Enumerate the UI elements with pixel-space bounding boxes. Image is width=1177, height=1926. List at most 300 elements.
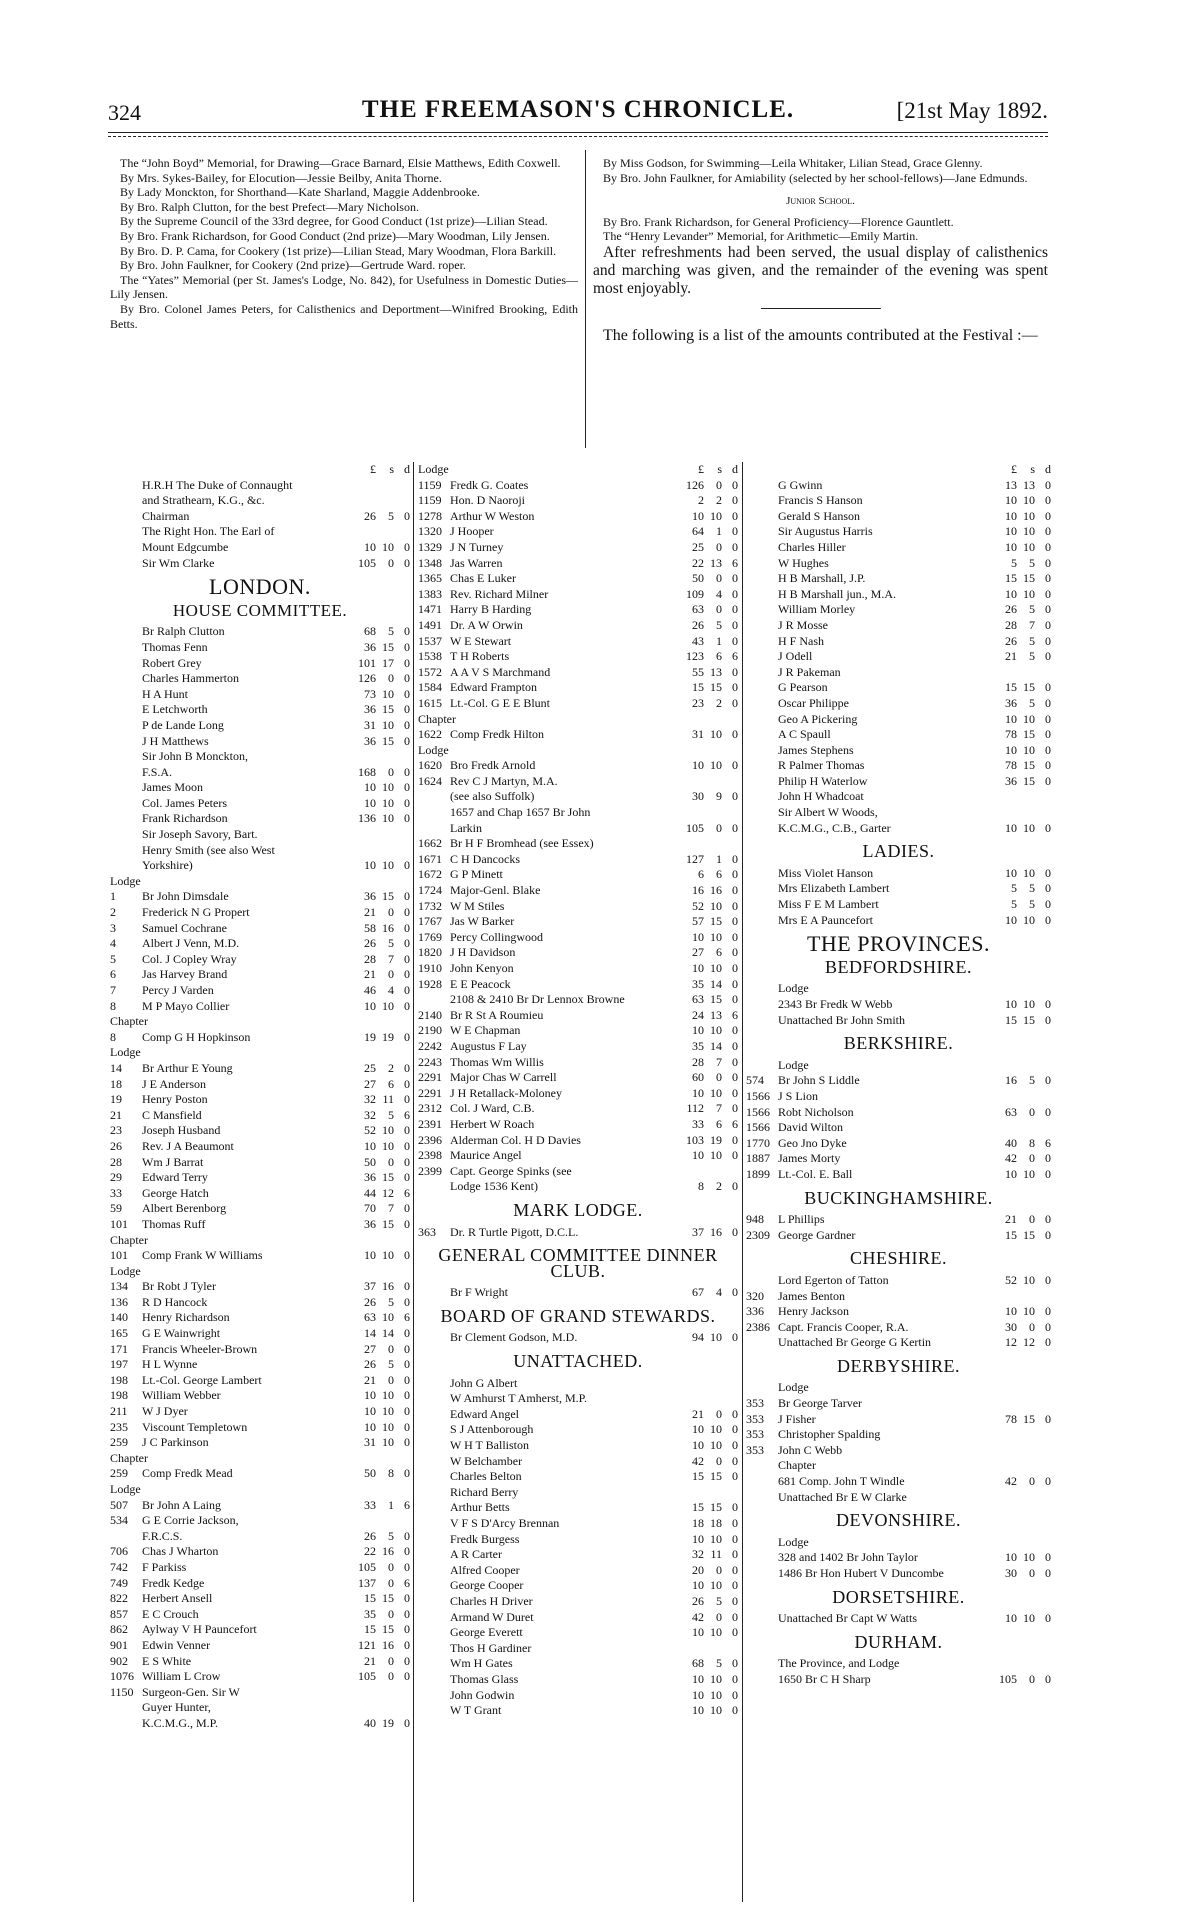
amount-shillings: 15 [710, 1500, 722, 1515]
amount-pence: 0 [1045, 1212, 1051, 1227]
amount-pounds: 63 [1005, 1104, 1017, 1119]
contributor-name: and Strathearn, K.G., &c. [142, 493, 265, 508]
amount-shillings: 0 [388, 1575, 394, 1590]
contributor-name: Harry B Harding [450, 602, 532, 617]
contributor-name: Comp Fredk Mead [142, 1466, 233, 1481]
amount [674, 634, 738, 650]
list-row [418, 556, 738, 572]
header-rule-dashed [108, 136, 1048, 137]
amount-pence: 0 [732, 1101, 738, 1116]
amount-shillings: 15 [382, 639, 394, 654]
amount [346, 1498, 410, 1514]
amount-shillings: 10 [1023, 997, 1035, 1011]
amount [674, 665, 738, 681]
contributor-name: Robert Grey [142, 655, 202, 670]
amount-pence: 0 [1045, 773, 1051, 788]
amount-shillings: 10 [710, 1085, 722, 1100]
list-row [418, 1672, 738, 1688]
amount-pounds: 94 [692, 1330, 704, 1345]
amount-pence: 0 [1045, 711, 1051, 726]
amount-pounds: 28 [1005, 617, 1017, 632]
page-header [108, 96, 1048, 126]
list-row [746, 493, 1051, 509]
lodge-number: 21 [110, 1107, 122, 1122]
list-row [418, 1516, 738, 1532]
contributor-name: Henry Richardson [142, 1310, 230, 1325]
contributor-name: H B Marshall jun., M.A. [778, 586, 896, 601]
amount-shillings: 16 [710, 883, 722, 898]
list-row [110, 765, 410, 781]
amount-pence: 0 [1045, 1166, 1051, 1181]
amount-pounds: 14 [364, 1326, 376, 1341]
lodge-number: 1820 [418, 945, 442, 960]
amount-pence: 0 [404, 1559, 410, 1574]
list-row [110, 796, 410, 812]
amount [346, 1108, 410, 1124]
amount [346, 640, 410, 656]
amount-shillings: 15 [382, 1591, 394, 1606]
contributor-name: Jas Harvey Brand [142, 967, 228, 982]
amount [346, 889, 410, 905]
amount-shillings: 5 [388, 1357, 394, 1372]
section-heading: DURHAM. [854, 1631, 943, 1652]
amount-pence: 0 [732, 1562, 738, 1577]
amount-shillings: 10 [382, 539, 394, 554]
list-row [418, 1070, 738, 1086]
amount-shillings: 10 [382, 1388, 394, 1403]
amount-shillings: 10 [382, 1248, 394, 1263]
amount-pence: 0 [404, 1357, 410, 1372]
list-row [110, 1716, 410, 1732]
contributor-name: Albert J Venn, M.D. [142, 936, 240, 951]
contributor-name: Augustus F Lay [450, 1038, 527, 1053]
list-row [418, 789, 738, 805]
amount-shillings: 10 [382, 811, 394, 826]
list-row [110, 556, 410, 572]
amount-pence: 0 [404, 1123, 410, 1138]
list-row [110, 1248, 410, 1264]
list-row [418, 1438, 738, 1454]
amount-pounds: 10 [364, 1138, 376, 1153]
amount [987, 774, 1051, 790]
contributor-name: K.C.M.G., M.P. [142, 1715, 219, 1730]
amount-pence: 0 [1045, 571, 1051, 586]
amount-shillings: 1 [716, 633, 722, 648]
amount-pounds: 22 [692, 555, 704, 570]
list-row [418, 914, 738, 930]
contributor-name: G P Minett [450, 867, 503, 882]
list-row [110, 702, 410, 718]
list-row [110, 1638, 410, 1654]
list-row [746, 1566, 1051, 1582]
lodge-number: 857 [110, 1606, 128, 1621]
column-divider [585, 150, 586, 448]
amount-pounds: 36 [364, 1216, 376, 1231]
contributor-name: J N Turney [450, 539, 504, 554]
list-row [110, 1466, 410, 1482]
lodge-number: 18 [110, 1076, 122, 1091]
amount [674, 1469, 738, 1485]
amount-pounds: 42 [692, 1609, 704, 1624]
contributor-name: Col. J Ward, C.B. [450, 1101, 535, 1116]
contributor-name: E Letchworth [142, 702, 208, 717]
contributor-name: V F S D'Arcy Brennan [450, 1516, 560, 1530]
section-label: Lodge [110, 1045, 141, 1060]
amount-pounds: 27 [692, 945, 704, 960]
list-row [110, 1186, 410, 1202]
list-row [110, 656, 410, 672]
amount-shillings: 15 [382, 1216, 394, 1231]
list-row [746, 587, 1051, 603]
lodge-number: 2291 [418, 1085, 442, 1100]
list-row [418, 665, 738, 681]
contributor-name: Miss F E M Lambert [778, 897, 879, 912]
amount-pounds: 36 [364, 889, 376, 904]
amount [346, 1388, 410, 1404]
amount-pence: 0 [732, 1438, 738, 1453]
amount-pence: 0 [1045, 912, 1051, 927]
amount-shillings: 10 [382, 1138, 394, 1153]
list-row [418, 587, 738, 603]
amount-pence: 0 [732, 664, 738, 679]
lodge-number: 1566 [746, 1104, 770, 1119]
amount-pence: 0 [732, 945, 738, 960]
contributor-name: Fredk Kedge [142, 1575, 205, 1590]
amount-pence: 0 [404, 508, 410, 523]
section-heading: DORSETSHIRE. [832, 1586, 965, 1607]
amount [346, 540, 410, 556]
amount-pounds: 10 [364, 1388, 376, 1403]
amount-pounds: 35 [692, 1038, 704, 1053]
amount-pence: 0 [732, 1085, 738, 1100]
amount-pence: 6 [404, 1575, 410, 1590]
contributor-name: A A V S Marchmand [450, 664, 551, 679]
page-number: 324 [108, 100, 141, 125]
contributor-name: F Parkiss [142, 1559, 187, 1574]
contributor-name: Br John A Laing [142, 1497, 222, 1512]
amount-pounds: 16 [1005, 1073, 1017, 1088]
amount-pence: 0 [404, 889, 410, 904]
contributor-name: Sir John B Monckton, [142, 749, 249, 764]
lodge-number: 134 [110, 1279, 128, 1294]
amount [674, 1500, 738, 1516]
amount [346, 718, 410, 734]
amount-pounds: 10 [1005, 524, 1017, 539]
contributor-name: A C Spaull [778, 727, 831, 742]
list-row [110, 1685, 410, 1701]
pence-sign: d [404, 462, 410, 476]
contributor-name: Oscar Philippe [778, 695, 849, 710]
amount-shillings: 10 [1023, 1304, 1035, 1319]
amount-shillings: 16 [382, 1279, 394, 1294]
contributor-name: Geo A Pickering [778, 711, 858, 726]
amount [987, 1212, 1051, 1228]
amount [346, 936, 410, 952]
amount-shillings: 8 [388, 1466, 394, 1481]
lodge-number: 235 [110, 1419, 128, 1434]
amount-pounds: 10 [1005, 493, 1017, 508]
amount-pounds: 70 [364, 1201, 376, 1216]
amount [987, 821, 1051, 837]
amount-pence: 0 [732, 1500, 738, 1515]
list-row [746, 997, 1051, 1013]
list-row [746, 821, 1051, 837]
amount [346, 1201, 410, 1217]
list-row [418, 1485, 738, 1501]
list-row [746, 556, 1051, 572]
contributor-name: Percy J Varden [142, 983, 214, 997]
amount-shillings: 0 [388, 1653, 394, 1668]
lodge-number: 1538 [418, 649, 442, 664]
amount-pounds: 37 [364, 1279, 376, 1294]
contributor-name: John G Albert [450, 1375, 518, 1390]
list-row [110, 1513, 410, 1529]
amount-pence: 0 [732, 1038, 738, 1053]
amount [987, 712, 1051, 728]
amount-pence: 0 [404, 811, 410, 826]
amount [674, 1610, 738, 1626]
amount [346, 921, 410, 937]
contributor-name: 2108 & 2410 Br Dr Lennox Browne [450, 992, 625, 1007]
contributor-name: J R Mosse [778, 617, 829, 632]
amount [674, 1086, 738, 1102]
amount-shillings: 7 [1029, 617, 1035, 632]
amount-pence: 0 [404, 920, 410, 935]
amount-pounds: 26 [1005, 602, 1017, 617]
list-row [746, 1136, 1051, 1152]
contributor-name: James Benton [778, 1288, 845, 1303]
amount [674, 1070, 738, 1086]
list-row [418, 883, 738, 899]
amount [346, 1669, 410, 1685]
amount-pence: 0 [732, 727, 738, 742]
amount-shillings: 0 [388, 1341, 394, 1356]
amount-pence: 0 [404, 702, 410, 717]
amount [674, 1101, 738, 1117]
list-row [746, 1611, 1051, 1627]
list-row [418, 1500, 738, 1516]
amount [987, 1073, 1051, 1089]
contributor-name: Unattached Br E W Clarke [778, 1489, 907, 1504]
amount-pounds: 57 [692, 914, 704, 929]
amount-pounds: 8 [698, 1179, 704, 1194]
amount-pence: 0 [404, 1606, 410, 1621]
amount-pence: 0 [732, 680, 738, 695]
contributor-name: Fredk G. Coates [450, 477, 529, 492]
list-row [418, 680, 738, 696]
amount-pounds: 15 [1005, 1012, 1017, 1027]
amount [987, 634, 1051, 650]
list-row [110, 1061, 410, 1077]
contributor-name: Col. J Copley Wray [142, 951, 237, 966]
list-row [746, 680, 1051, 696]
lodge-number: 1329 [418, 539, 442, 554]
amount-pence: 0 [732, 1224, 738, 1239]
amount [346, 1435, 410, 1451]
amount-shillings: 10 [710, 1438, 722, 1453]
amount-pence: 0 [1045, 1474, 1051, 1489]
list-row [418, 493, 738, 509]
prize-list-right [593, 156, 1048, 345]
amount-pounds: 40 [1005, 1135, 1017, 1150]
amount-pence: 0 [732, 1593, 738, 1608]
amount-shillings: 0 [716, 539, 722, 554]
contributor-name: Viscount Templetown [142, 1419, 248, 1434]
contributor-name: Herbert Ansell [142, 1591, 213, 1606]
list-row [418, 1594, 738, 1610]
lodge-number: 1383 [418, 586, 442, 601]
contributor-name: J H Matthews [142, 733, 209, 748]
amount-pence: 0 [732, 929, 738, 944]
contributor-name: Fredk Burgess [450, 1531, 520, 1546]
amount-shillings: 0 [716, 1562, 722, 1577]
list-row [110, 905, 410, 921]
list-row [110, 921, 410, 937]
list-row [110, 1529, 410, 1545]
amount-shillings: 15 [382, 1622, 394, 1637]
amount [674, 789, 738, 805]
list-row [418, 696, 738, 712]
amount [674, 1407, 738, 1423]
lodge-number: 320 [746, 1288, 764, 1303]
amount-pence: 6 [1045, 1135, 1051, 1150]
amount-pence: 0 [404, 1622, 410, 1637]
list-row [110, 1139, 410, 1155]
amount-pounds: 10 [1005, 1304, 1017, 1319]
contributor-name: (see also Suffolk) [450, 789, 535, 804]
amount-shillings: 10 [1023, 1611, 1035, 1626]
amount-pence: 0 [732, 867, 738, 882]
amount-pounds: 50 [692, 571, 704, 586]
amount-shillings: 11 [710, 1547, 722, 1562]
lodge-number: 1672 [418, 867, 442, 882]
lodge-number: 2399 [418, 1163, 442, 1178]
amount [346, 1295, 410, 1311]
list-row [746, 509, 1051, 525]
amount-pounds: 63 [692, 602, 704, 617]
lodge-number: 1471 [418, 602, 442, 617]
contributor-name: Lt.-Col. E. Ball [778, 1166, 853, 1181]
amount-pence: 0 [732, 571, 738, 586]
amount [987, 571, 1051, 587]
amount-pounds: 30 [1005, 1566, 1017, 1580]
amount [346, 1544, 410, 1560]
section-label: Chapter [110, 1450, 148, 1465]
lodge-number: 2398 [418, 1148, 442, 1163]
list-row [746, 1396, 1051, 1412]
contributor-name: Rev. Richard Milner [450, 586, 549, 601]
contributor-name: A R Carter [450, 1547, 502, 1562]
amount-pence: 0 [404, 733, 410, 748]
amount-shillings: 10 [710, 1422, 722, 1437]
amount-pounds: 123 [686, 649, 704, 664]
amount [674, 540, 738, 556]
list-row [746, 789, 1051, 805]
amount-shillings: 14 [382, 1326, 394, 1341]
amount-shillings: 10 [382, 717, 394, 732]
amount-shillings: 5 [1029, 633, 1035, 648]
list-row [418, 1101, 738, 1117]
amount-shillings: 5 [1029, 881, 1035, 896]
list-row [110, 1560, 410, 1576]
lodge-number: 742 [110, 1559, 128, 1574]
lodge-number: 1320 [418, 524, 442, 539]
lodge-number: 1365 [418, 571, 442, 586]
list-row [746, 1672, 1051, 1688]
lodge-number: 2190 [418, 1023, 442, 1038]
contributor-name: Lodge [778, 1534, 809, 1549]
amount-pence: 0 [1045, 1151, 1051, 1166]
contributor-name: E S White [142, 1653, 192, 1668]
lodge-number: 7 [110, 983, 116, 997]
amount-pence: 0 [404, 998, 410, 1013]
list-row [418, 836, 738, 852]
amount-shillings: 11 [382, 1092, 394, 1107]
pounds-sign: £ [698, 462, 704, 476]
contributor-name: Edward Angel [450, 1406, 519, 1421]
amount-pence: 0 [732, 1453, 738, 1468]
lodge-number: 2391 [418, 1116, 442, 1131]
list-row [110, 1030, 410, 1046]
amount-pounds: 27 [364, 1076, 376, 1091]
amount-pence: 6 [732, 555, 738, 570]
contributor-name: W T Grant [450, 1703, 502, 1718]
amount-pence: 0 [404, 764, 410, 779]
section-heading: BERKSHIRE. [843, 1033, 954, 1054]
amount [346, 1576, 410, 1592]
amount-pence: 0 [732, 1132, 738, 1147]
list-row [110, 1607, 410, 1623]
contributor-name: Wm J Barrat [142, 1154, 204, 1169]
amount-shillings: 0 [1029, 1104, 1035, 1119]
lodge-number: 140 [110, 1310, 128, 1325]
list-row [110, 1576, 410, 1592]
amount [987, 1304, 1051, 1320]
lodge-number: 3 [110, 920, 116, 935]
contributor-name: K.C.M.G., C.B., Garter [778, 820, 891, 835]
list-row [418, 945, 738, 961]
contributor-name: G E Corrie Jackson, [142, 1513, 239, 1528]
lodge-number: 948 [746, 1212, 764, 1227]
amount-shillings: 2 [716, 1179, 722, 1194]
list-row [418, 478, 738, 494]
amount-pence: 0 [404, 671, 410, 686]
amount [346, 556, 410, 572]
lodge-number: 363 [418, 1224, 436, 1239]
amount-pounds: 10 [364, 858, 376, 873]
list-row [110, 1622, 410, 1638]
list-row [110, 952, 410, 968]
list-row [418, 1086, 738, 1102]
amount-pounds: 36 [364, 733, 376, 748]
list-row [418, 1625, 738, 1641]
amount-shillings: 5 [1029, 695, 1035, 710]
amount-shillings: 4 [388, 983, 394, 997]
contributor-name: Rev. J A Beaumont [142, 1138, 234, 1153]
amount-pounds: 21 [692, 1406, 704, 1421]
amount-pounds: 10 [692, 1671, 704, 1686]
amount-pounds: 10 [692, 758, 704, 773]
amount-shillings: 15 [710, 914, 722, 929]
amount-pounds: 10 [692, 1703, 704, 1718]
amount-pounds: 52 [692, 898, 704, 913]
amount-pounds: 52 [1005, 1272, 1017, 1287]
amount-shillings: 10 [382, 998, 394, 1013]
amount-shillings: 19 [382, 1029, 394, 1044]
contributor-name: J E Anderson [142, 1076, 206, 1091]
list-row [746, 1458, 1051, 1474]
amount-pounds: 68 [364, 624, 376, 639]
